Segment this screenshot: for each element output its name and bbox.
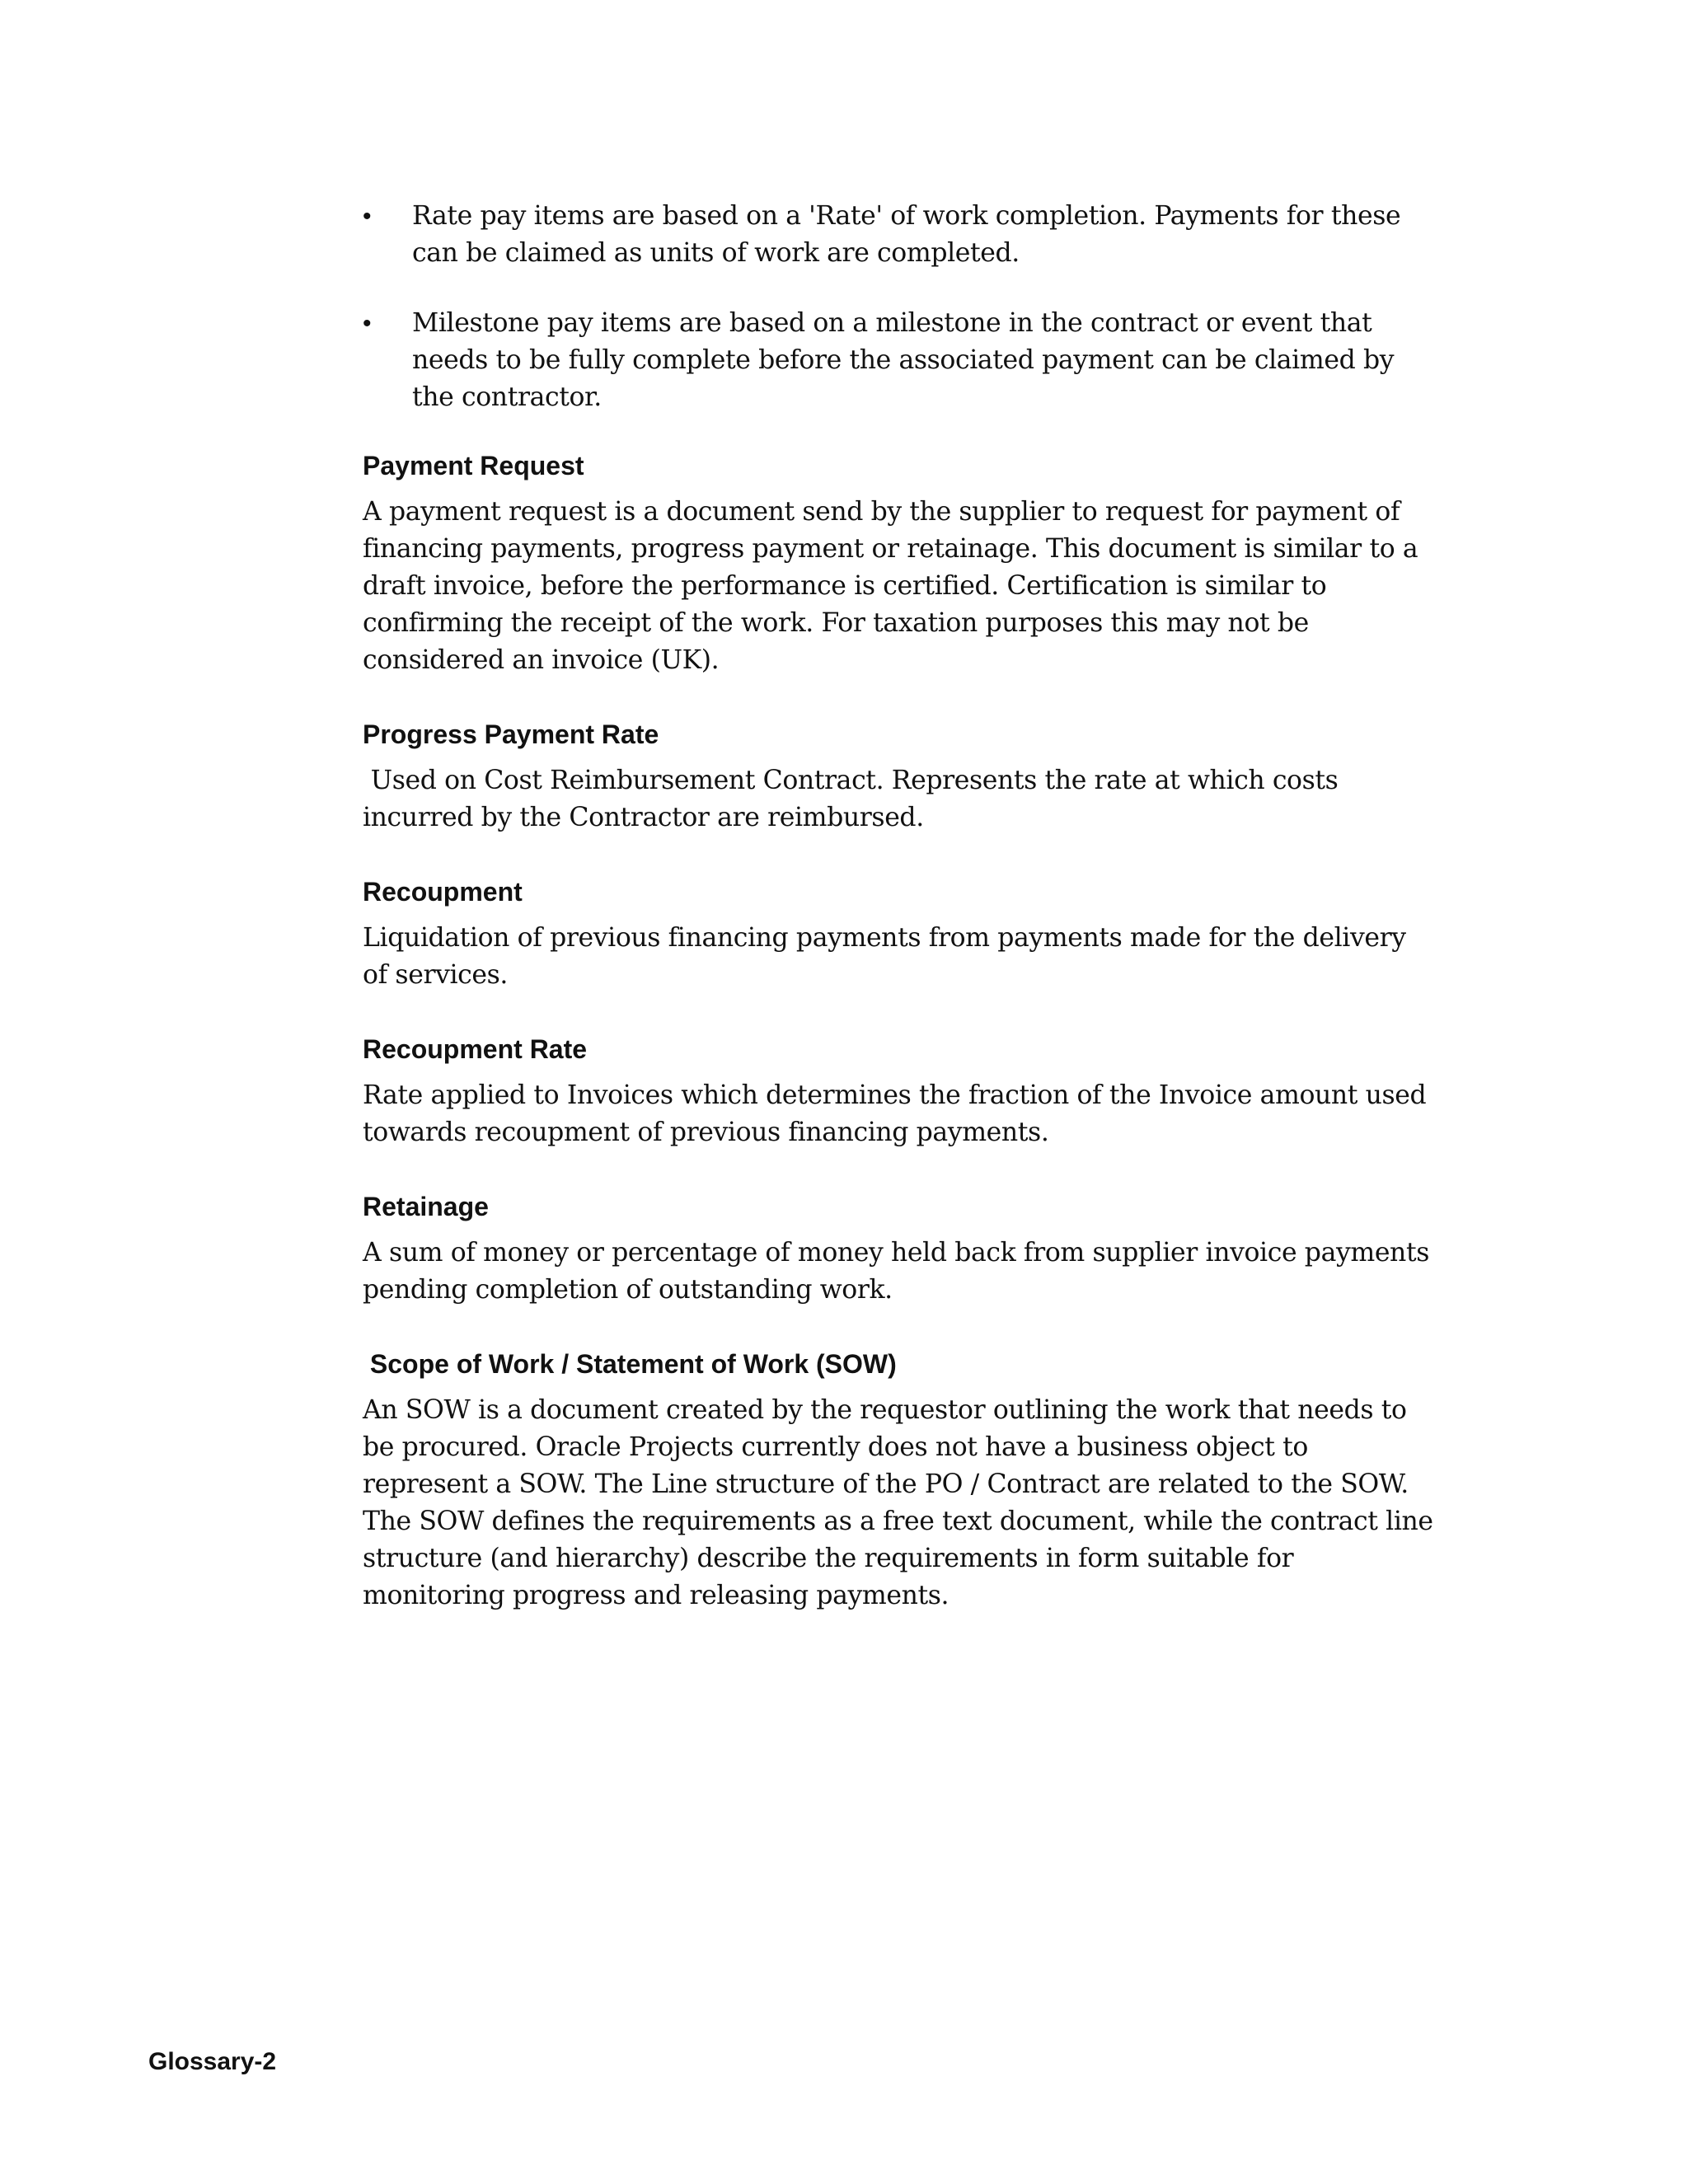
bullet-text: Milestone pay items are based on a milestone in the contract or event that needs to be fully complete before the associated payment can be claimed by the contractor. (412, 308, 1395, 412)
glossary-term: Progress Payment Rate (363, 719, 659, 749)
glossary-definition: A sum of money or percentage of money held back from supplier invoice payments pending completion of outstanding work. (363, 1238, 1437, 1305)
glossary-entry-recoupment-rate (363, 1033, 1434, 1151)
glossary-content (363, 198, 1442, 1653)
bullet-icon: • (363, 310, 372, 337)
glossary-term: Retainage (363, 1192, 489, 1221)
glossary-term: Scope of Work / Statement of Work (SOW) (363, 1349, 897, 1379)
glossary-definition: Rate applied to Invoices which determines the fraction of the Invoice amount used towards recoupment of previous financing payments. (363, 1080, 1434, 1147)
pay-item-bullet-list (363, 198, 1434, 416)
glossary-definition: Used on Cost Reimbursement Contract. Represents the rate at which costs incurred by the Contractor are reimbursed. (363, 766, 1347, 832)
bullet-item-milestone (363, 305, 1434, 416)
glossary-term: Recoupment Rate (363, 1034, 588, 1064)
glossary-entry-scope-of-work (363, 1347, 1442, 1615)
glossary-definition: Liquidation of previous financing payments from payments made for the delivery of services. (363, 923, 1414, 990)
bullet-item-rate (363, 198, 1434, 272)
glossary-entry-retainage (363, 1190, 1437, 1309)
glossary-term: Payment Request (363, 451, 584, 480)
glossary-definition: A payment request is a document send by the supplier to request for payment of financing payments, progress payment or retainage. This document is similar to a draft invoice, before the performance is certified. Certification is similar to confirming the receipt of the work. For taxation purposes this may not be considered an invoice (UK). (363, 497, 1426, 675)
glossary-entry-payment-request (363, 449, 1434, 679)
glossary-definition: An SOW is a document created by the requestor outlining the work that needs to be procured. Oracle Projects currently does not have a business object to represent a SOW. The Line structure of the PO / Contract are related to the SOW. The SOW defines the requirements as a free text document, while the contract line structure (and hierarchy) describe the requirements in form suitable for monitoring progress and releasing payments. (363, 1395, 1442, 1610)
page-footer-label: Glossary-2 (148, 2048, 277, 2075)
glossary-term: Recoupment (363, 877, 523, 907)
bullet-text: Rate pay items are based on a 'Rate' of work completion. Payments for these can be claimed as units of work are completed. (412, 201, 1401, 268)
bullet-icon: • (363, 203, 372, 230)
glossary-entry-recoupment (363, 875, 1434, 994)
glossary-entry-progress-payment-rate (363, 718, 1434, 837)
